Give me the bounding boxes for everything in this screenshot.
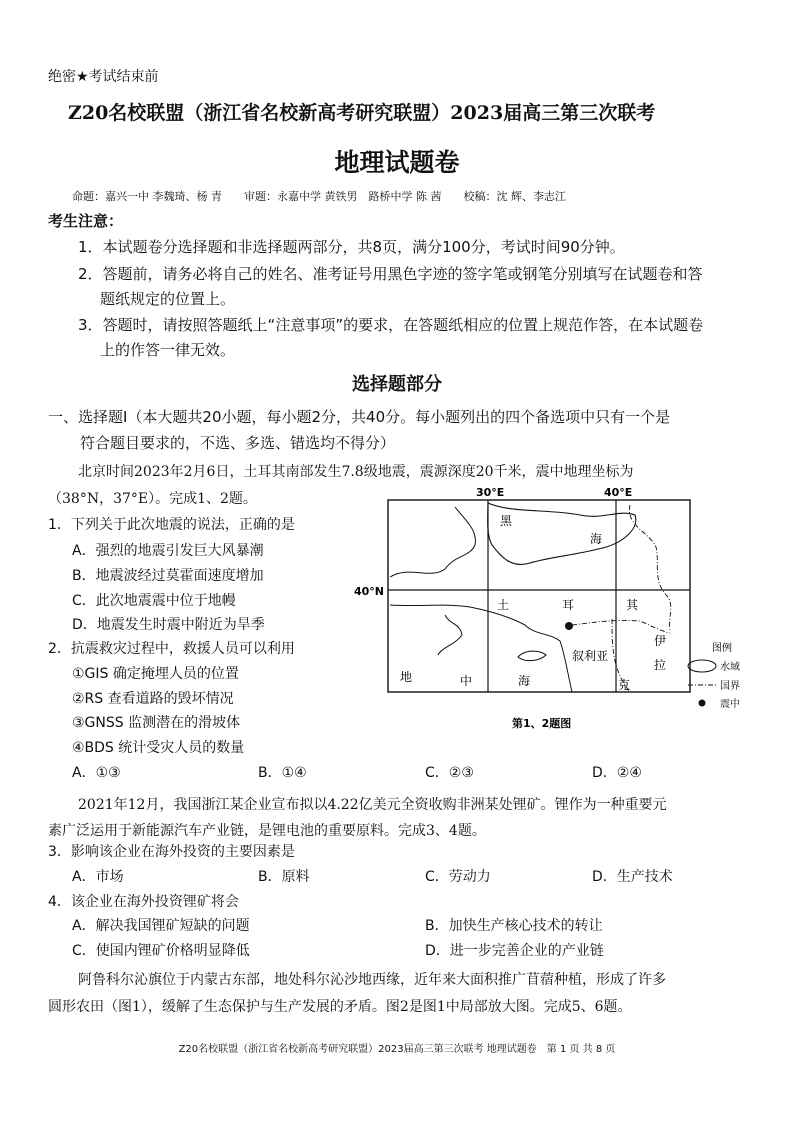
notice-item-3: 3．答题时，请按照答题纸上“注意事项”的要求，在答题纸相应的位置上规范作答，在本试题卷 — [78, 316, 704, 334]
lon-label-30e: 30°E — [476, 486, 505, 499]
q2-item-1: ①GIS 确定掩埋人员的位置 — [72, 666, 239, 682]
coastline-aegean — [438, 615, 462, 655]
q2-item-4: ④BDS 统计受灾人员的数量 — [72, 740, 245, 756]
legend-epicenter-icon — [699, 700, 706, 707]
q3-stem: 3．影响该企业在海外投资的主要因素是 — [48, 844, 295, 860]
stem-1-2-cont: （38°N，37°E）。完成1、2题。 — [48, 491, 257, 507]
label-hai-1: 海 — [590, 532, 603, 546]
coastline-south — [390, 605, 572, 692]
label-yi: 伊 — [654, 634, 667, 648]
q2-option-b: B．①④ — [258, 765, 307, 781]
q4-option-b: B．加快生产核心技术的转让 — [425, 918, 603, 934]
q3-option-d: D．生产技术 — [592, 869, 673, 885]
epicenter-dot — [565, 622, 573, 630]
q2-item-3: ③GNSS 监测潜在的滑坡体 — [72, 715, 241, 731]
stem-5-6-cont: 圆形农田（图1），缓解了生态保护与生产发展的矛盾。图2是图1中局部放大图。完成5、6题。 — [48, 999, 632, 1015]
q1-option-d: D．地震发生时震中附近为旱季 — [72, 617, 265, 633]
label-er: 耳 — [562, 598, 575, 612]
authors-line: 命题：嘉兴一中 李魏琦、杨 青 审题：永嘉中学 黄铁男 路桥中学 陈 茜 校稿：沈 辉、李志江 — [72, 190, 566, 203]
label-hai-2: 海 — [518, 674, 531, 688]
label-qi: 其 — [626, 598, 639, 612]
label-di: 地 — [400, 670, 413, 684]
q2-option-d: D．②④ — [592, 765, 642, 781]
exam-title: Z20名校联盟（浙江省名校新高考研究联盟）2023届高三第三次联考 — [68, 102, 656, 124]
q2-item-2: ②RS 查看道路的毁坏情况 — [72, 691, 234, 707]
label-la: 拉 — [654, 658, 667, 672]
notice-item-2: 2．答题前，请务必将自己的姓名、准考证号用黑色字迹的签字笔或钢笔分别填写在试题卷和答 — [78, 265, 703, 283]
q2-option-a: A．①③ — [72, 765, 121, 781]
legend-water-icon — [688, 660, 716, 672]
section-intro-cont: 符合题目要求的，不选、多选、错选均不得分） — [80, 434, 396, 452]
legend-border: 国界 — [720, 681, 740, 692]
q2-stem: 2．抗震救灾过程中，救援人员可以利用 — [48, 641, 295, 657]
q2-option-c: C．②③ — [425, 765, 474, 781]
q3-option-a: A．市场 — [72, 869, 124, 885]
page-footer: Z20名校联盟（浙江省名校新高考研究联盟）2023届高三第三次联考 地理试题卷 第 1 页 共 8 页 — [178, 1044, 616, 1055]
coastline-west — [390, 507, 475, 577]
stem-3-4-cont: 素广泛运用于新能源汽车产业链，是锂电池的重要原料。完成3、4题。 — [48, 823, 486, 839]
lon-label-40e: 40°E — [604, 486, 633, 499]
q1-stem: 1．下列关于此次地震的说法，正确的是 — [48, 517, 295, 533]
q4-option-a: A．解决我国锂矿短缺的问题 — [72, 918, 250, 934]
stem-1-2: 北京时间2023年2月6日，土耳其南部发生7.8级地震，震源深度20千米，震中地理坐标为 — [78, 464, 634, 480]
notice-item-3-cont: 上的作答一律无效。 — [100, 341, 236, 359]
q3-option-c: C．劳动力 — [425, 869, 491, 885]
stem-5-6: 阿鲁科尔沁旗位于内蒙古东部，地处科尔沁沙地西缘，近年来大面积推广苜蓿种植，形成了许多 — [78, 972, 666, 988]
stem-3-4: 2021年12月，我国浙江某企业宣布拟以4.22亿美元全资收购非洲某处锂矿。锂作为一种重要元 — [78, 797, 667, 813]
subject-title: 地理试题卷 — [334, 148, 460, 177]
map-caption: 第1、2题图 — [512, 717, 572, 730]
section-title: 选择题部分 — [352, 374, 442, 395]
label-hei: 黑 — [500, 514, 513, 528]
q4-option-d: D．进一步完善企业的产业链 — [425, 943, 604, 959]
legend-water: 水域 — [720, 662, 740, 673]
q1-option-b: B．地震波经过莫霍面速度增加 — [72, 568, 264, 584]
border-syria-north — [572, 620, 670, 633]
black-sea-outline — [488, 503, 636, 564]
q4-stem: 4．该企业在海外投资锂矿将会 — [48, 894, 239, 910]
label-ke: 克 — [618, 678, 631, 692]
section-intro: 一、选择题Ⅰ（本大题共20小题，每小题2分，共40分。每小题列出的四个备选项中只有一个是 — [48, 408, 671, 426]
secret-label: 绝密★考试结束前 — [48, 69, 159, 85]
q1-option-c: C．此次地震震中位于地幔 — [72, 593, 236, 609]
lat-label-40n: 40°N — [354, 585, 385, 598]
q4-option-c: C．使国内锂矿价格明显降低 — [72, 943, 250, 959]
notice-item-2-cont: 题纸规定的位置上。 — [100, 290, 236, 308]
map-frame — [388, 500, 690, 692]
map-figure — [350, 485, 760, 735]
q1-option-a: A．强烈的地震引发巨大风暴潮 — [72, 543, 264, 559]
legend-title: 图例 — [712, 643, 732, 654]
cyprus-outline — [518, 651, 546, 661]
legend-epicenter: 震中 — [720, 699, 740, 710]
label-zhong: 中 — [460, 674, 473, 688]
notice-title: 考生注意： — [48, 212, 124, 230]
label-syria: 叙利亚 — [572, 649, 609, 663]
label-tu: 土 — [497, 598, 510, 612]
q3-option-b: B．原料 — [258, 869, 310, 885]
notice-item-1: 1．本试题卷分选择题和非选择题两部分，共8页，满分100分，考试时间90分钟。 — [78, 238, 625, 256]
